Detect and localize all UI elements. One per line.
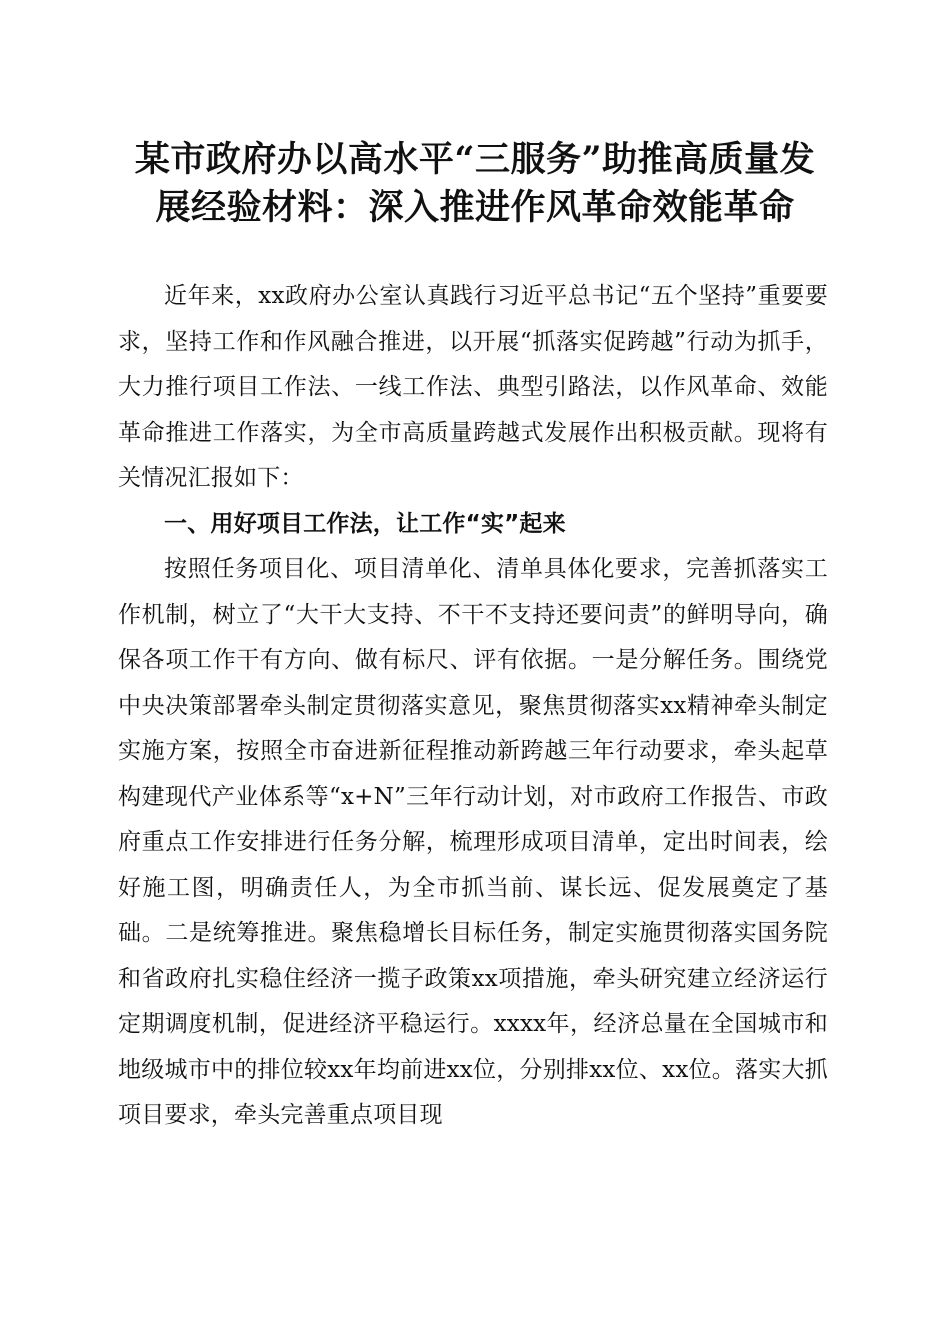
document-body (118, 274, 828, 1139)
title-line-2: 展经验材料：深入推进作风革命效能革命 (155, 187, 795, 228)
intro-paragraph: 近年来，xx政府办公室认真践行习近平总书记“五个坚持”重要要求，坚持工作和作风融合推进，以开展“抓落实促跨越”行动为抓手，大力推行项目工作法、一线工作法、典型引路法，以作风革命、效能革命推进工作落实，为全市高质量跨越式发展作出积极贡献。现将有关情况汇报如下： (118, 283, 828, 491)
section-heading-1: 一、用好项目工作法，让工作“实”起来 (164, 510, 566, 537)
document-title (100, 136, 850, 232)
section-1-paragraph: 按照任务项目化、项目清单化、清单具体化要求，完善抓落实工作机制，树立了“大干大支持、不干不支持还要问责”的鲜明导向，确保各项工作干有方向、做有标尺、评有依据。一是分解任务。围绕党中央决策部署牵头制定贯彻落实意见，聚焦贯彻落实xx精神牵头制定实施方案，按照全市奋进新征程推动新跨越三年行动要求，牵头起草构建现代产业体系等“x+N”三年行动计划，对市政府工作报告、市政府重点工作安排进行任务分解，梳理形成项目清单，定出时间表，绘好施工图，明确责任人，为全市抓当前、谋长远、促发展奠定了基础。二是统筹推进。聚焦稳增长目标任务，制定实施贯彻落实国务院和省政府扎实稳住经济一揽子政策xx项措施，牵头研究建立经济运行定期调度机制，促进经济平稳运行。xxxx年，经济总量在全国城市和地级城市中的排位较xx年均前进xx位，分别排xx位、xx位。落实大抓项目要求，牵头完善重点项目现 (118, 556, 828, 1128)
title-line-1: 某市政府办以高水平“三服务”助推高质量发 (134, 139, 816, 180)
